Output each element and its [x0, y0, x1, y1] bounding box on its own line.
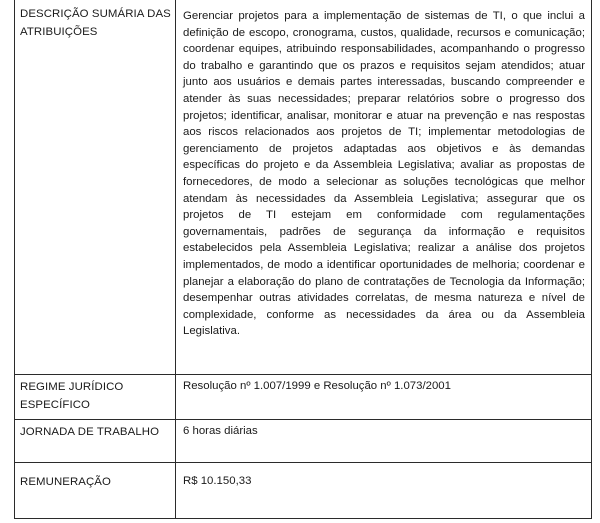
row-value-remuneracao: R$ 10.150,33 — [183, 475, 252, 487]
row-label-regime: REGIME JURÍDICO ESPECÍFICO — [20, 381, 124, 411]
row-value-descricao: Gerenciar projetos para a implementação de sistemas de TI, o que inclui a definição de escopo, cronograma, custos, qualidade, recursos e comunicação; coordenar equipes, atribuindo responsabilidades, acompanhando o progresso do trabalho e garantindo que os prazos e requisitos sejam atendidos; atuar junto aos usuários e demais partes interessadas, buscando compreender e atender às suas necessidades; preparar relatórios sobre o progresso dos projetos; identificar, analisar, monitorar e atuar na prevenção e nas respostas aos riscos relacionados aos projetos de TI; implementar metodologias de gerenciamento de projetos adaptadas aos objetivos e às demandas específicas do projeto e da Assembleia Legislativa; avaliar as propostas de fornecedores, de modo a selecionar as soluções tecnológicas que melhor atendam às necessidades da Assembleia Legislativa; assegurar que os projetos de TI estejam em conformidade com regulamentações governamentais, padrões de segurança da informação e requisitos estabelecidos pela Assembleia Legislativa; realizar a análise dos projetos implementados, de modo a identificar oportunidades de melhoria; coordenar e planejar a elaboração do plano de contratações de Tecnologia da Informação; desempenhar outras atividades correlatas, de mesma natureza e nível de complexidade, conforme as necessidades da área ou da Assembleia Legislativa. — [183, 10, 585, 338]
row-label-remuneracao: REMUNERAÇÃO — [20, 476, 111, 488]
table-row-remuneracao — [15, 463, 591, 523]
table-row-descricao — [15, 0, 591, 375]
row-value-regime: Resolução nº 1.007/1999 e Resolução nº 1.073/2001 — [183, 380, 451, 392]
job-description-table — [14, 0, 592, 519]
row-label-descricao: DESCRIÇÃO SUMÁRIA DAS ATRIBUIÇÕES — [20, 8, 171, 38]
table-row-regime — [15, 375, 591, 420]
row-label-jornada: JORNADA DE TRABALHO — [20, 426, 160, 438]
row-value-jornada: 6 horas diárias — [183, 425, 258, 437]
table-row-jornada — [15, 420, 591, 463]
